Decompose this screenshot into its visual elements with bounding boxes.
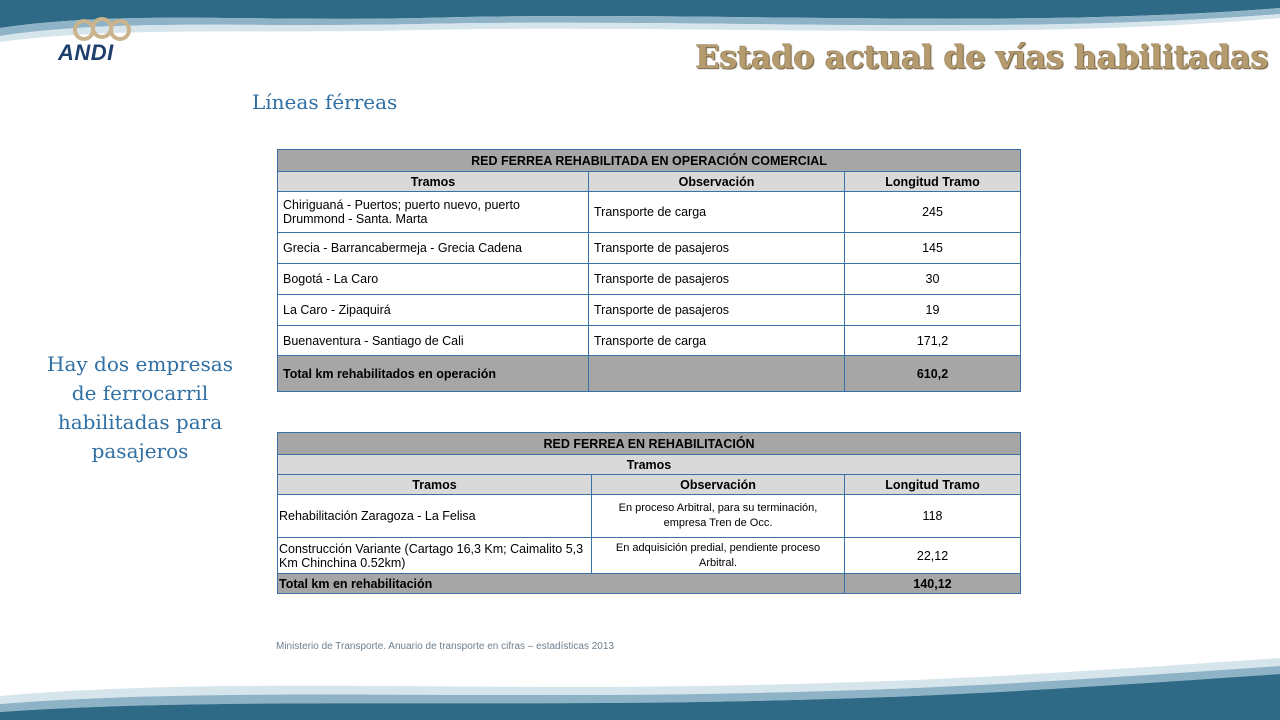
table-row — [278, 538, 1021, 574]
tramo-cell: Bogotá - La Caro — [278, 264, 589, 295]
slide-title: Estado actual de vías habilitadas — [695, 38, 1268, 76]
longitud-cell: 171,2 — [845, 326, 1021, 356]
observacion-cell: Transporte de pasajeros — [589, 295, 845, 326]
column-header-tramos: Tramos — [278, 475, 592, 495]
rehabilitation-table-subtitle: Tramos — [278, 455, 1021, 475]
table-row — [278, 295, 1021, 326]
longitud-cell: 245 — [845, 192, 1021, 233]
operation-table — [277, 149, 1021, 392]
tramo-cell: Chiriguaná - Puertos; puerto nuevo, puerto Drummond - Santa. Marta — [278, 192, 589, 233]
tramo-cell: Grecia - Barrancabermeja - Grecia Cadena — [278, 233, 589, 264]
column-header-observacion: Observación — [592, 475, 845, 495]
observacion-cell: Transporte de carga — [589, 192, 845, 233]
source-citation: Ministerio de Transporte. Anuario de transporte en cifras – estadísticas 2013 — [276, 641, 614, 652]
total-label: Total km rehabilitados en operación — [278, 356, 589, 392]
tramo-cell: Rehabilitación Zaragoza - La Felisa — [278, 495, 592, 538]
observacion-cell: Transporte de carga — [589, 326, 845, 356]
column-header-tramos: Tramos — [278, 172, 589, 192]
total-value: 140,12 — [845, 574, 1021, 594]
table-row — [278, 233, 1021, 264]
rehabilitation-table-title: RED FERREA EN REHABILITACIÓN — [278, 433, 1021, 455]
total-value: 610,2 — [845, 356, 1021, 392]
table-row — [278, 495, 1021, 538]
observacion-cell: Transporte de pasajeros — [589, 264, 845, 295]
bottom-wave-decoration — [0, 656, 1280, 720]
logo-text: ANDI — [58, 40, 114, 65]
tramo-cell: Construcción Variante (Cartago 16,3 Km; Caimalito 5,3 Km Chinchina 0.52km) — [278, 538, 592, 574]
longitud-cell: 145 — [845, 233, 1021, 264]
column-header-observacion: Observación — [589, 172, 845, 192]
column-header-longitud: Longitud Tramo — [845, 172, 1021, 192]
section-subtitle: Líneas férreas — [252, 90, 398, 114]
rehabilitation-table — [277, 432, 1021, 594]
column-header-longitud: Longitud Tramo — [845, 475, 1021, 495]
operation-table-title: RED FERREA REHABILITADA EN OPERACIÓN COMERCIAL — [278, 150, 1021, 172]
longitud-cell: 118 — [845, 495, 1021, 538]
longitud-cell: 19 — [845, 295, 1021, 326]
table-row — [278, 192, 1021, 233]
observacion-cell: En proceso Arbitral, para su terminación, empresa Tren de Occ. — [592, 495, 845, 538]
longitud-cell: 30 — [845, 264, 1021, 295]
tramo-cell: Buenaventura - Santiago de Cali — [278, 326, 589, 356]
tramo-cell: La Caro - Zipaquirá — [278, 295, 589, 326]
side-note: Hay dos empresas de ferrocarril habilitadas para pasajeros — [47, 352, 233, 463]
table-row — [278, 264, 1021, 295]
total-empty-cell — [589, 356, 845, 392]
longitud-cell: 22,12 — [845, 538, 1021, 574]
total-row — [278, 356, 1021, 392]
observacion-cell: Transporte de pasajeros — [589, 233, 845, 264]
table-row — [278, 326, 1021, 356]
total-label: Total km en rehabilitación — [278, 574, 845, 594]
observacion-cell: En adquisición predial, pendiente proceso Arbitral. — [592, 538, 845, 574]
total-row — [278, 574, 1021, 594]
